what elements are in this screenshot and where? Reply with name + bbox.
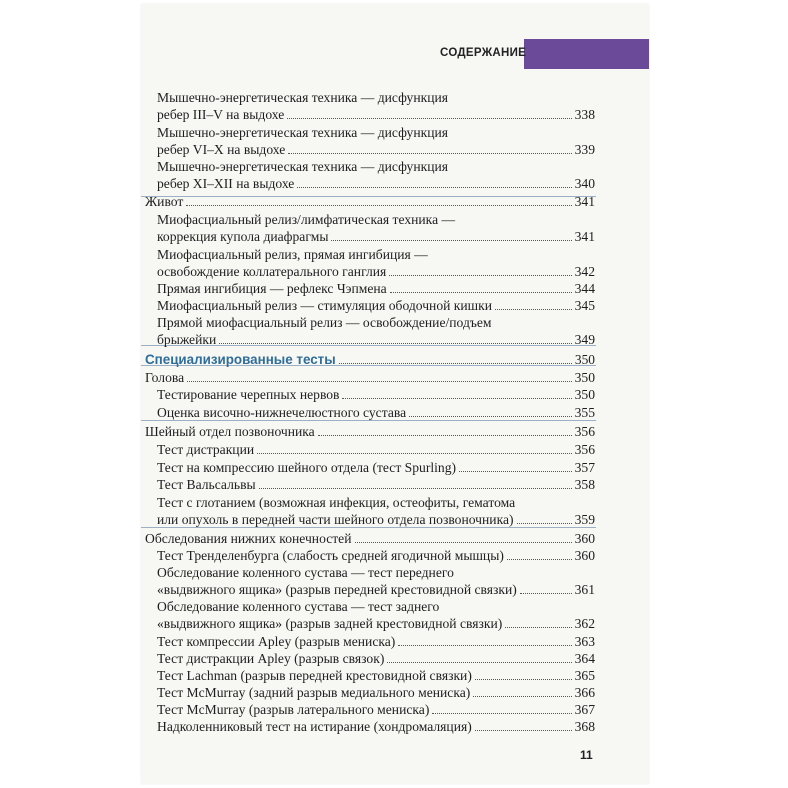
toc-page-number: 345: [574, 298, 595, 313]
toc-section: [145, 369, 595, 386]
toc-page-number: 350: [574, 352, 595, 367]
toc-entry-line: [157, 158, 595, 175]
toc-entry: [157, 280, 595, 297]
toc-entry-title: Тест McMurray (разрыв латерального мениска): [157, 702, 430, 717]
dot-leader: [390, 292, 572, 293]
toc-page-number: 360: [574, 548, 595, 563]
toc-entry: [157, 615, 595, 632]
toc-page-number: 350: [574, 387, 595, 402]
toc-entry: [157, 459, 595, 476]
toc-page-number: 350: [574, 370, 595, 385]
toc-entry-title: Тест на компрессию шейного отдела (тест Spurling): [157, 460, 457, 475]
dot-leader: [475, 730, 572, 731]
dot-leader: [331, 240, 571, 241]
toc-entry-title: Прямой миофасциальный релиз — освобождение/подъем: [157, 315, 492, 330]
toc-entry-title: Тест McMurray (задний разрыв медиального мениска): [157, 685, 471, 700]
dot-leader: [387, 662, 571, 663]
dot-leader: [186, 205, 571, 206]
toc-page-number: 358: [574, 477, 595, 492]
toc-section: [145, 530, 595, 547]
toc-entry-title: Надколенниковый тест на истирание (хондромаляция): [157, 719, 472, 734]
toc-page-number: 367: [574, 702, 595, 717]
toc-page-number: 344: [574, 281, 595, 296]
toc-entry-title: Шейный отдел позвоночника: [145, 424, 315, 439]
toc-entry-title-continued: ребер III–V на выдохе: [157, 107, 285, 122]
toc-entry-title-continued: брыжейки: [157, 332, 217, 347]
toc-entry-title-continued: или опухоль в передней части шейного отдела позвоночника): [157, 512, 514, 527]
toc-entry-title: Тест дистракции: [157, 442, 255, 457]
dot-leader: [432, 713, 571, 714]
toc-entry-title: Обследование коленного сустава — тест переднего: [157, 565, 454, 580]
toc-entry-line: [157, 211, 595, 228]
toc-entry: [157, 106, 595, 123]
toc-entry: [157, 667, 595, 684]
toc-entry-line: [157, 89, 595, 106]
toc-entry-line: [157, 124, 595, 141]
dot-leader: [473, 696, 571, 697]
toc-entry-title: Тест Вальсальвы: [157, 477, 256, 492]
dot-leader: [409, 416, 571, 417]
toc-entry: [157, 650, 595, 667]
toc-page-number: 356: [574, 424, 595, 439]
page-number: 11: [580, 748, 593, 762]
toc-entry-title: Обследования нижних конечностей: [145, 531, 352, 546]
dot-leader: [187, 381, 571, 382]
header-accent-band: [524, 39, 649, 69]
toc-entry-title: Прямая ингибиция — рефлекс Чэпмена: [157, 281, 387, 296]
toc-entry-title-continued: освобождение коллатерального ганглия: [157, 264, 387, 279]
toc-entry-line: [157, 314, 595, 331]
dot-leader: [355, 542, 572, 543]
toc-entry-line: [157, 494, 595, 511]
dot-leader: [459, 471, 572, 472]
toc-entry-title: Голова: [145, 370, 185, 385]
toc-entry: [157, 228, 595, 245]
toc-entry-title: Тест дистракции Apley (разрыв связок): [157, 651, 385, 666]
toc-entry: [157, 701, 595, 718]
dot-leader: [475, 679, 572, 680]
toc-entry: [157, 684, 595, 701]
toc-entry-line: [157, 246, 595, 263]
toc-entry-title: Мышечно-энергетическая техника — дисфункция: [157, 159, 449, 174]
dot-leader: [398, 645, 571, 646]
toc-page-number: 357: [574, 460, 595, 475]
toc-heading: [145, 351, 595, 368]
toc-section: [145, 193, 595, 210]
toc-entry: [157, 718, 595, 735]
toc-page-number: 360: [574, 531, 595, 546]
dot-leader: [507, 559, 572, 560]
toc-entry: [157, 386, 595, 403]
dot-leader: [342, 398, 571, 399]
toc-page-number: 341: [574, 229, 595, 244]
toc-page-number: 366: [574, 685, 595, 700]
dot-leader: [297, 187, 571, 188]
toc-page-number: 339: [574, 142, 595, 157]
toc-entry-title: Живот: [145, 194, 184, 209]
toc-page-number: 341: [574, 194, 595, 209]
toc-entry-title: Миофасциальный релиз — стимуляция ободочной кишки: [157, 298, 493, 313]
toc-section: [145, 423, 595, 440]
toc-entry-title: Тест Тренделенбурга (слабость средней ягодичной мышцы): [157, 548, 504, 563]
toc-entry-title: Тест компрессии Apley (разрыв мениска): [157, 634, 396, 649]
dot-leader: [257, 453, 571, 454]
dot-leader: [339, 363, 572, 364]
dot-leader: [259, 488, 572, 489]
dot-leader: [287, 118, 571, 119]
toc-entry: [157, 297, 595, 314]
dot-leader: [517, 523, 572, 524]
toc-page-number: 359: [574, 512, 595, 527]
dot-leader: [219, 343, 571, 344]
toc-page-number: 363: [574, 634, 595, 649]
toc-entry: [157, 441, 595, 458]
toc-page-number: 340: [574, 176, 595, 191]
toc-entry: [157, 141, 595, 158]
dot-leader: [288, 153, 571, 154]
toc-page-number: 338: [574, 107, 595, 122]
toc-entry-title-continued: «выдвижного ящика» (разрыв задней крестовидной связки): [157, 616, 503, 631]
toc-page-number: 349: [574, 332, 595, 347]
dot-leader: [505, 627, 571, 628]
toc-entry: [157, 511, 595, 528]
toc-entry: [157, 633, 595, 650]
toc-entry-title: Мышечно-энергетическая техника — дисфункция: [157, 90, 449, 105]
toc-entry-title-continued: ребер VI–X на выдохе: [157, 142, 286, 157]
toc-entry: [157, 581, 595, 598]
toc-page-number: 362: [574, 616, 595, 631]
toc-entry: [157, 476, 595, 493]
toc-entry: [157, 404, 595, 421]
toc-entry-title: Специализированные тесты: [145, 352, 336, 367]
toc-page-number: 368: [574, 719, 595, 734]
toc-entry: [157, 175, 595, 192]
dot-leader: [495, 309, 572, 310]
toc-page-number: 342: [574, 264, 595, 279]
toc-entry: [157, 331, 595, 348]
toc-entry-title-continued: «выдвижного ящика» (разрыв передней крестовидной связки): [157, 582, 517, 597]
toc-entry-title: Тест с глотанием (возможная инфекция, остеофиты, гематома: [157, 495, 516, 510]
dot-leader: [318, 435, 572, 436]
toc-page-number: 364: [574, 651, 595, 666]
toc-entry-title-continued: ребер XI–XII на выдохе: [157, 176, 295, 191]
toc-entry: [157, 547, 595, 564]
toc-entry-line: [157, 564, 595, 581]
toc-entry-title: Тестирование черепных нервов: [157, 387, 340, 402]
toc-entry-title: Мышечно-энергетическая техника — дисфункция: [157, 125, 449, 140]
toc-page-number: 355: [574, 405, 595, 420]
toc-page-number: 356: [574, 442, 595, 457]
dot-leader: [520, 593, 572, 594]
dot-leader: [389, 275, 571, 276]
toc-entry-title-continued: коррекция купола диафрагмы: [157, 229, 329, 244]
toc-entry-title: Миофасциальный релиз/лимфатическая техника —: [157, 212, 456, 227]
toc-entry-title: Обследование коленного сустава — тест заднего: [157, 599, 440, 614]
toc-entry-title: Миофасциальный релиз, прямая ингибиция —: [157, 247, 428, 262]
toc-entry: [157, 263, 595, 280]
toc-page-number: 365: [574, 668, 595, 683]
toc-entry-title: Тест Lachman (разрыв передней крестовидной связки): [157, 668, 472, 683]
toc-page-number: 361: [574, 582, 595, 597]
running-header: СОДЕРЖАНИЕ: [440, 47, 527, 59]
toc-entry-title: Оценка височно-нижнечелюстного сустава: [157, 405, 407, 420]
toc-entry-line: [157, 598, 595, 615]
